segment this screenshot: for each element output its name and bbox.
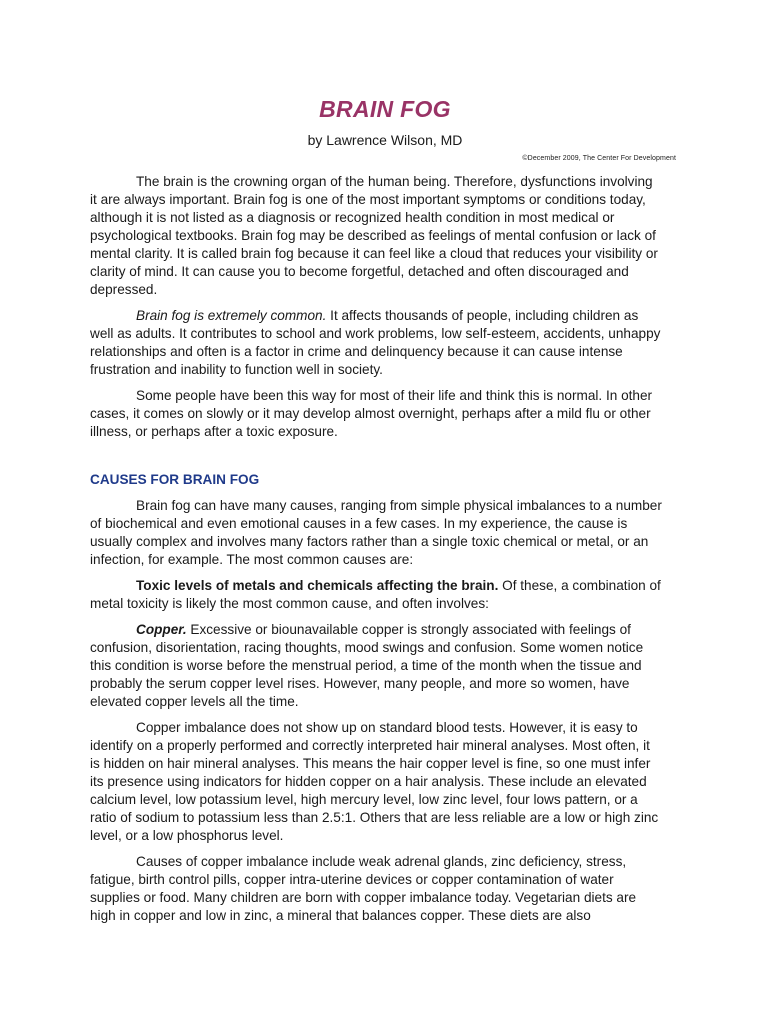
intro-paragraph-2-lead: Brain fog is extremely common. (136, 308, 327, 323)
causes-section (90, 497, 662, 933)
document-title: BRAIN FOG (319, 96, 451, 122)
copper-paragraph-1 (90, 621, 662, 711)
causes-paragraph-2-lead: Toxic levels of metals and chemicals affecting the brain. (136, 578, 499, 593)
section-heading-causes: CAUSES FOR BRAIN FOG (90, 472, 260, 487)
causes-paragraph-1: Brain fog can have many causes, ranging from simple physical imbalances to a number of biochemical and even emotional causes in a few cases. In my experience, the cause is usually complex and involves many factors rather than a single toxic chemical or metal, or an infection, for example. The most common causes are: (90, 498, 662, 567)
intro-section (90, 173, 662, 449)
author-byline: by Lawrence Wilson, MD (307, 132, 463, 148)
intro-paragraph-2-body: It affects thousands of people, including children as well as adults. It contributes to school and work problems, low self-esteem, accidents, unhappy relationships and often is a factor in crime and delinquency because it can cause intense frustration and inability to function well in society. (90, 308, 661, 377)
intro-paragraph-3: Some people have been this way for most of their life and think this is normal. In other cases, it comes on slowly or it may develop almost overnight, perhaps after a mild flu or other illness, or perhaps after a toxic exposure. (90, 388, 653, 439)
intro-paragraph-1: The brain is the crowning organ of the human being. Therefore, dysfunctions involving it are always important. Brain fog is one of the most important symptoms or conditions today, although it is not listed as a diagnosis or recognized health condition in most medical or psychological textbooks. Brain fog may be described as feelings of mental confusion or lack of mental clarity. It is called brain fog because it can feel like a cloud that reduces your visibility or clarity of mind. It can cause you to become forgetful, detached and often discouraged and depressed. (90, 174, 658, 297)
intro-paragraph-2 (90, 307, 662, 379)
document-page (90, 0, 680, 1024)
causes-paragraph-2-body: Of these, a combination of metal toxicity is likely the most common cause, and often involves: (90, 578, 661, 611)
copyright-notice: ©December 2009, The Center For Development (522, 155, 676, 162)
copper-paragraph-2: Copper imbalance does not show up on standard blood tests. However, it is easy to identify on a properly performed and correctly interpreted hair mineral analyses. Most often, it is hidden on hair mineral analyses. This means the hair copper level is fine, so one must infer its presence using indicators for hidden copper on a hair analysis. These include an elevated calcium level, low potassium level, high mercury level, low zinc level, four lows pattern, or a ratio of sodium to potassium less than 2.5:1. Others that are less reliable are a low or high zinc level, or a low phosphorus level. (90, 720, 659, 843)
copper-paragraph-body: Excessive or biounavailable copper is strongly associated with feelings of confusion, disorientation, racing thoughts, mood swings and confusion. Some women notice this condition is worse before the menstrual period, a time of the month when the tissue and probably the serum copper level rises. However, many people, and more so women, have elevated copper levels all the time. (90, 622, 644, 709)
causes-paragraph-2 (90, 577, 662, 613)
copper-paragraph-3: Causes of copper imbalance include weak adrenal glands, zinc deficiency, stress, fatigue, birth control pills, copper intra-uterine devices or copper contamination of water supplies or food. Many children are born with copper imbalance today. Vegetarian diets are high in copper and low in zinc, a mineral that balances copper. These diets are also (90, 854, 637, 923)
copper-paragraph-lead: Copper. (136, 622, 187, 637)
